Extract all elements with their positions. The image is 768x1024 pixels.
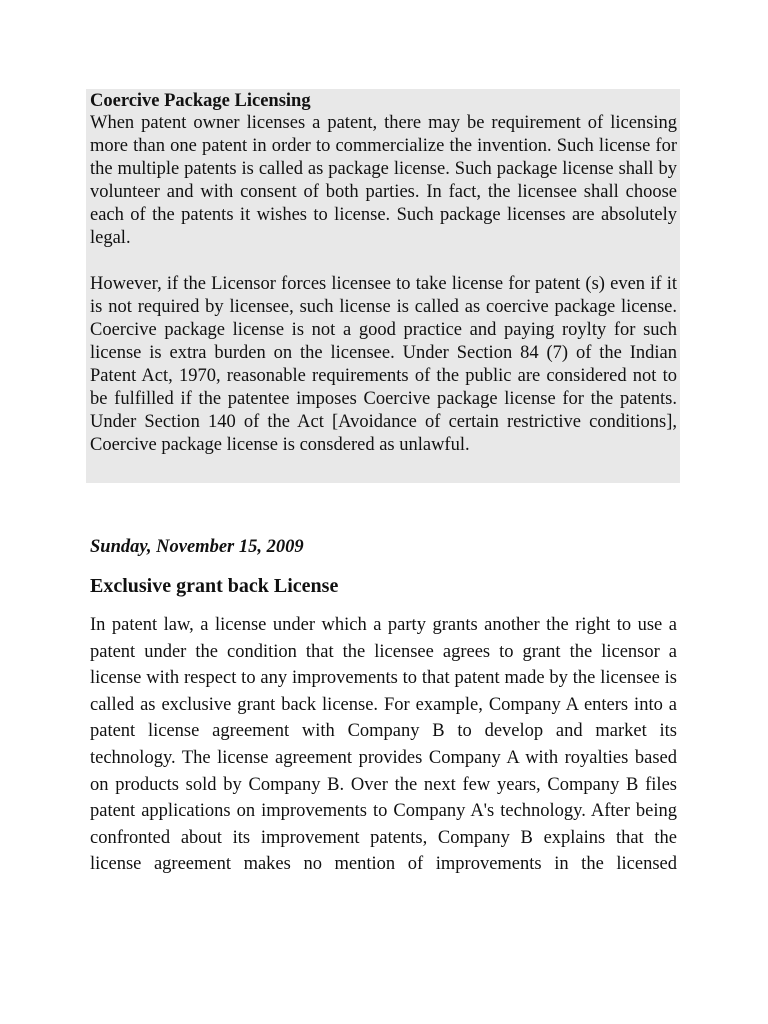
post-title: Exclusive grant back License [90, 575, 339, 597]
paragraph-spacer [90, 250, 677, 273]
post-date: Sunday, November 15, 2009 [90, 537, 304, 557]
post-body-paragraph: In patent law, a license under which a party grants another the right to use a patent under the condition that the licensee agrees to grant the licensor a license with respect to any improvements to that patent made by the licensee is called as exclusive grant back license. For example, Company A enters into a patent license agreement with Company B to develop and market its technology. The license agreement provides Company A with royalties based on products sold by Company B. Over the next few years, Company B files patent applications on improvements to Company A's technology. After being confronted about its improvement patents, Company B explains that the license agreement makes no mention of improvements in the licensed [90, 615, 677, 875]
coercive-licensing-paragraph-2: However, if the Licensor forces licensee to take license for patent (s) even if it is not required by licensee, such license is called as coercive package license. Coercive package license is not a good practice and paying roylty for such license is extra burden on the licensee. Under Section 84 (7) of the Indian Patent Act, 1970, reasonable requirements of the public are considered not to be fulfilled if the patentee imposes Coercive package license for the patents. Under Section 140 of the Act [Avoidance of certain restrictive conditions], Coercive package license is consdered as unlawful. [90, 274, 677, 455]
coercive-licensing-title: Coercive Package Licensing [90, 91, 311, 111]
coercive-licensing-block [86, 89, 680, 483]
coercive-licensing-paragraph-1: When patent owner licenses a patent, there may be requirement of licensing more than one patent in order to commercialize the invention. Such license for the multiple patents is called as package license. Such package license shall by volunteer and with consent of both parties. In fact, the licensee shall choose each of the patents it wishes to license. Such package licenses are absolutely legal. [90, 113, 677, 248]
